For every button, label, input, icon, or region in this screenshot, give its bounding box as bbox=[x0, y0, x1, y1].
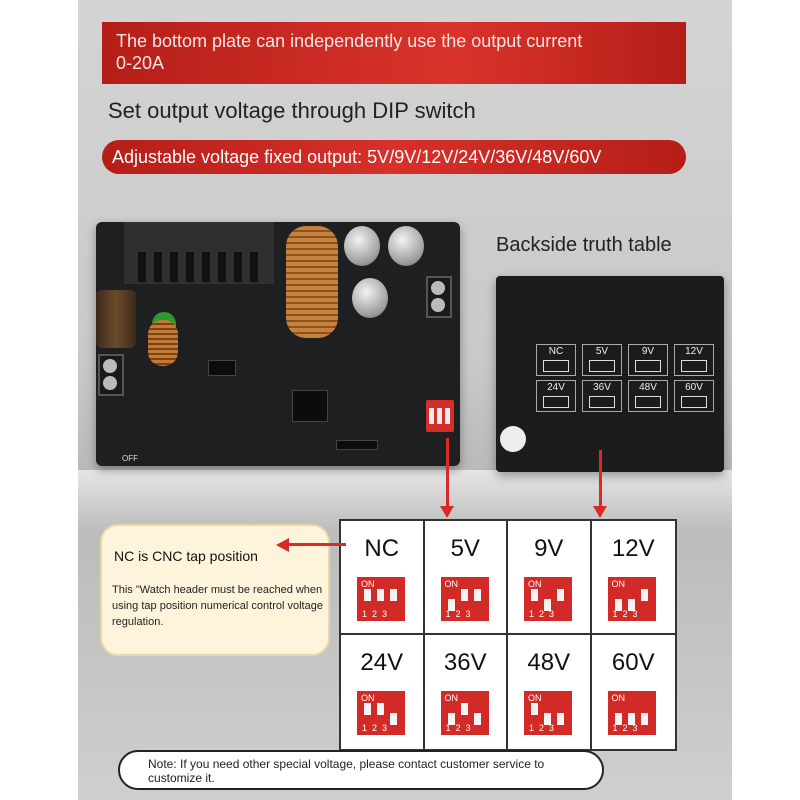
dip-numbers: 123 bbox=[612, 723, 643, 733]
backside-cell-label: 48V bbox=[639, 382, 657, 393]
dip-on-label: ON bbox=[361, 693, 375, 703]
backside-button bbox=[500, 426, 526, 452]
backside-title: Backside truth table bbox=[496, 234, 672, 256]
voltage-label: 12V bbox=[611, 535, 655, 562]
voltage-label: 60V bbox=[611, 649, 655, 676]
electrolytic-capacitor bbox=[96, 290, 136, 348]
capacitor bbox=[352, 278, 388, 318]
dip-lever bbox=[531, 589, 538, 601]
mini-dip-icon bbox=[589, 396, 615, 408]
backside-grid bbox=[536, 344, 712, 412]
heatsink bbox=[124, 222, 274, 284]
front-circuit-board bbox=[96, 222, 460, 466]
dip-lever bbox=[461, 703, 468, 715]
board-dip-switch bbox=[426, 400, 454, 432]
mini-dip-icon bbox=[543, 396, 569, 408]
dip-on-label: ON bbox=[444, 579, 458, 589]
copper-choke bbox=[148, 320, 178, 366]
dip-numbers: 123 bbox=[529, 723, 560, 733]
right-margin bbox=[732, 0, 800, 800]
header-connector bbox=[336, 440, 378, 450]
mini-dip-icon bbox=[681, 396, 707, 408]
arrow-left-icon bbox=[276, 538, 289, 552]
dip-switch-icon bbox=[608, 691, 656, 735]
subheading: Set output voltage through DIP switch bbox=[108, 98, 476, 123]
dip-lever bbox=[557, 589, 564, 601]
truth-table-cell bbox=[508, 521, 592, 635]
dip-switch-icon bbox=[357, 691, 405, 735]
backside-cell-label: 9V bbox=[641, 346, 655, 357]
mini-dip-icon bbox=[635, 396, 661, 408]
ic-chip bbox=[208, 360, 236, 376]
mini-dip-icon bbox=[681, 360, 707, 372]
truth-table-cell bbox=[425, 635, 509, 749]
dip-lever bbox=[364, 589, 371, 601]
off-label: OFF bbox=[122, 454, 138, 463]
dip-on-label: ON bbox=[611, 579, 625, 589]
truth-table bbox=[339, 519, 677, 751]
arrow-line bbox=[599, 450, 602, 508]
backside-cell-label: 60V bbox=[685, 382, 703, 393]
controller-chip bbox=[292, 390, 328, 422]
backside-cell-label: 36V bbox=[593, 382, 611, 393]
dip-numbers: 123 bbox=[612, 609, 643, 619]
footer-note: Note: If you need other special voltage, please contact customer service to customize it. bbox=[118, 750, 604, 790]
dip-on-label: ON bbox=[528, 579, 542, 589]
dip-lever bbox=[531, 703, 538, 715]
backside-board bbox=[496, 276, 724, 472]
voltage-label: 9V bbox=[534, 535, 564, 562]
dip-on-label: ON bbox=[444, 693, 458, 703]
mini-dip-icon bbox=[589, 360, 615, 372]
voltage-label: 36V bbox=[443, 649, 487, 676]
truth-table-cell bbox=[425, 521, 509, 635]
backside-cell bbox=[536, 344, 576, 376]
dip-on-label: ON bbox=[361, 579, 375, 589]
banner-line-1: The bottom plate can independently use the output current bbox=[116, 31, 583, 51]
dip-numbers: 123 bbox=[445, 723, 476, 733]
dip-numbers: 123 bbox=[362, 723, 393, 733]
backside-cell bbox=[628, 344, 668, 376]
current-banner bbox=[102, 22, 686, 84]
truth-table-cell bbox=[341, 521, 425, 635]
backside-cell-label: 24V bbox=[547, 382, 565, 393]
input-terminal bbox=[98, 354, 124, 396]
dip-lever bbox=[377, 589, 384, 601]
backside-cell-label: 12V bbox=[685, 346, 703, 357]
truth-table-cell bbox=[592, 635, 676, 749]
dip-on-label: ON bbox=[528, 693, 542, 703]
nc-note-body: This "Watch header must be reached when using tap position numerical control voltage regulation. bbox=[112, 584, 323, 628]
dip-lever bbox=[641, 589, 648, 601]
arrow-down-icon bbox=[440, 506, 454, 518]
voltage-label: 48V bbox=[527, 649, 571, 676]
dip-switch-icon bbox=[441, 577, 489, 621]
voltage-label: 5V bbox=[450, 535, 480, 562]
banner-line-2: 0-20A bbox=[116, 53, 165, 73]
truth-table-cell bbox=[508, 635, 592, 749]
voltage-pill: Adjustable voltage fixed output: 5V/9V/12V/24V/36V/48V/60V bbox=[102, 140, 686, 174]
backside-cell bbox=[536, 380, 576, 412]
capacitor bbox=[344, 226, 380, 266]
dip-lever bbox=[474, 589, 481, 601]
voltage-label: NC bbox=[364, 535, 400, 562]
dip-switch-icon bbox=[524, 691, 572, 735]
dip-on-label: ON bbox=[611, 693, 625, 703]
backside-cell bbox=[674, 344, 714, 376]
dip-numbers: 123 bbox=[529, 609, 560, 619]
backside-cell-label: 5V bbox=[595, 346, 609, 357]
voltage-label: 24V bbox=[360, 649, 404, 676]
arrow-line bbox=[446, 438, 449, 508]
backside-cell bbox=[582, 380, 622, 412]
dip-lever bbox=[364, 703, 371, 715]
mini-dip-icon bbox=[635, 360, 661, 372]
dip-numbers: 123 bbox=[362, 609, 393, 619]
dip-numbers: 123 bbox=[445, 609, 476, 619]
backside-cell bbox=[582, 344, 622, 376]
nc-note-title: NC is CNC tap position bbox=[114, 548, 258, 564]
dip-lever bbox=[390, 589, 397, 601]
backside-cell-label: NC bbox=[548, 346, 564, 357]
dip-switch-icon bbox=[441, 691, 489, 735]
truth-table-cell bbox=[341, 635, 425, 749]
truth-table-cell bbox=[592, 521, 676, 635]
toroid-inductor bbox=[286, 226, 338, 338]
backside-cell bbox=[674, 380, 714, 412]
dip-switch-icon bbox=[357, 577, 405, 621]
capacitor bbox=[388, 226, 424, 266]
arrow-line bbox=[288, 543, 346, 546]
dip-lever bbox=[461, 589, 468, 601]
arrow-down-icon bbox=[593, 506, 607, 518]
dip-switch-icon bbox=[524, 577, 572, 621]
left-margin bbox=[0, 0, 78, 800]
dip-switch-icon bbox=[608, 577, 656, 621]
backside-cell bbox=[628, 380, 668, 412]
mini-dip-icon bbox=[543, 360, 569, 372]
output-terminal bbox=[426, 276, 452, 318]
dip-lever bbox=[377, 703, 384, 715]
